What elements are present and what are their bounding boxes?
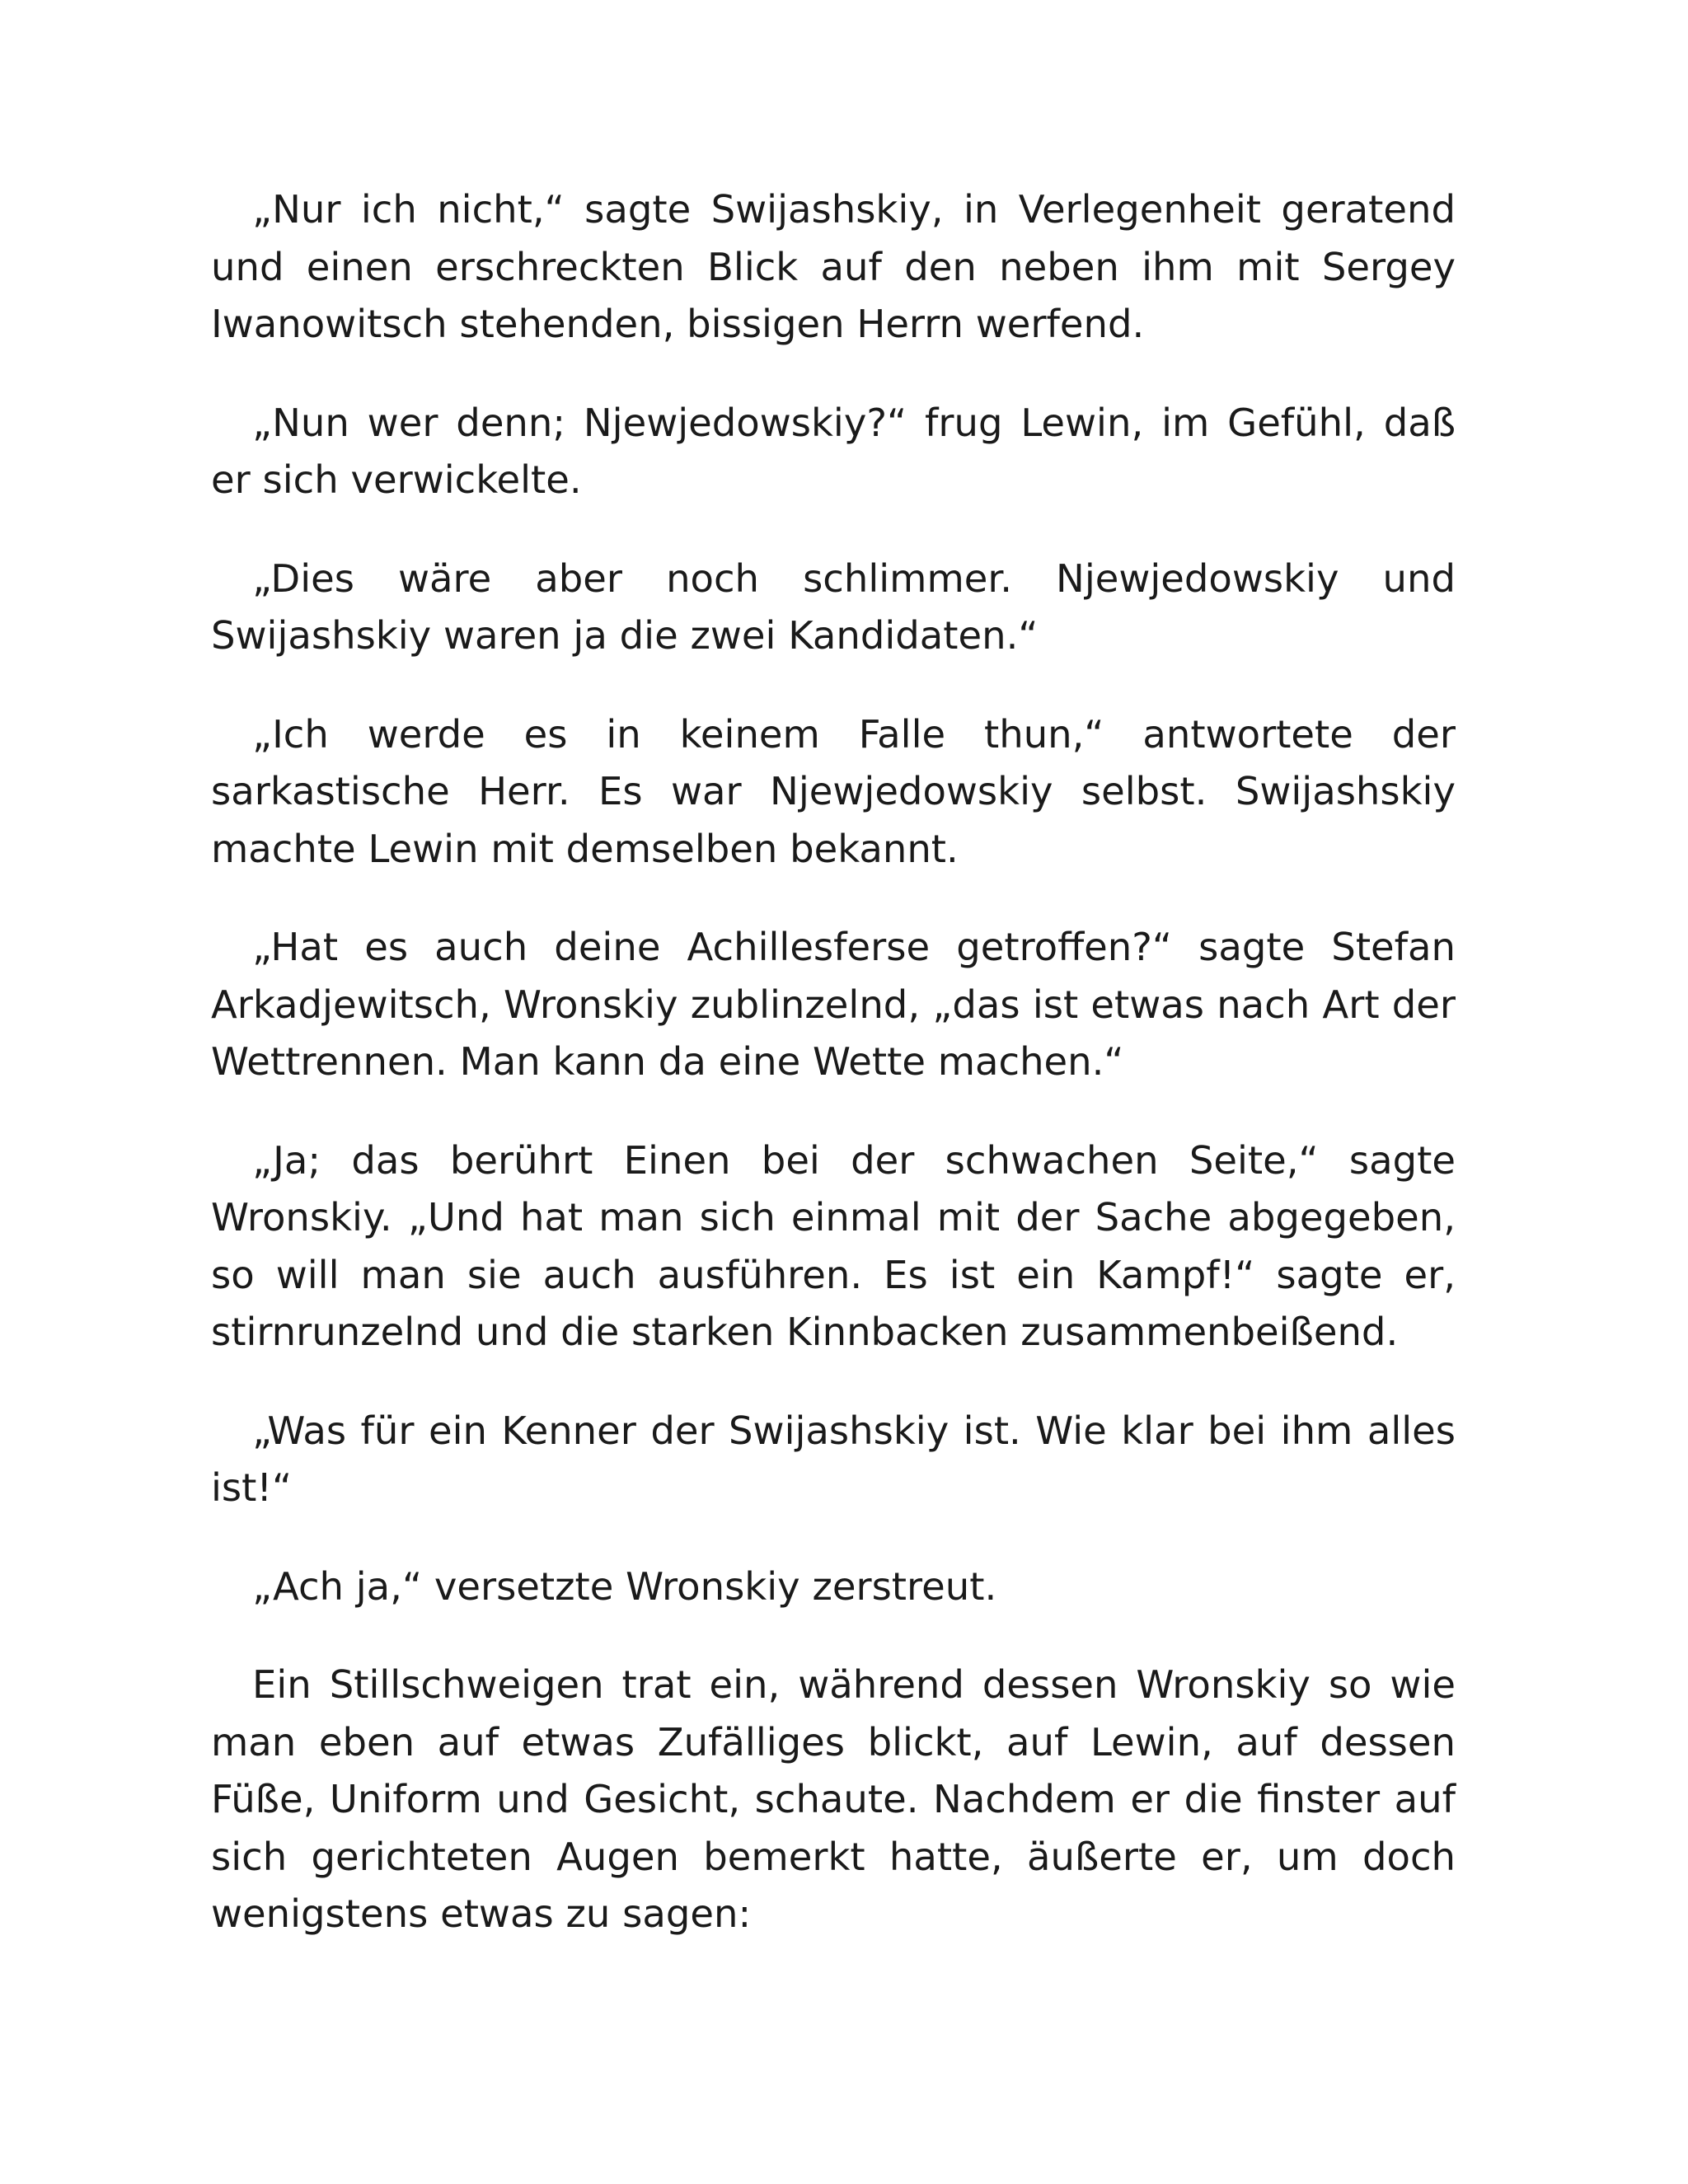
paragraph: Ein Stillschweigen trat ein, während dessen Wronskiy so wie man eben auf etwas Zufälliges blickt, auf Lewin, auf dessen Füße, Uniform und Gesicht, schaute. Nachdem er die finster auf sich gerichteten Augen bemerkt hatte, äußerte er, um doch wenigstens etwas zu sagen: — [211, 1662, 1456, 1936]
paragraph: „Nun wer denn; Njewjedowskiy?“ frug Lewin, im Gefühl, daß er sich verwickelte. — [211, 400, 1456, 502]
paragraph: „Nur ich nicht,“ sagte Swijashskiy, in Verlegenheit geratend und einen erschreckten Blick auf den neben ihm mit Sergey Iwanowitsch stehenden, bissigen Herrn werfend. — [211, 187, 1456, 346]
paragraph: „Ja; das berührt Einen bei der schwachen Seite,“ sagte Wronskiy. „Und hat man sich einmal mit der Sache abgegeben, so will man sie auch ausführen. Es ist ein Kampf!“ sagte er, stirnrunzelnd und die starken Kinnbacken zusammenbeißend. — [211, 1137, 1456, 1354]
paragraph: „Hat es auch deine Achillesferse getroffen?“ sagte Stefan Arkadjewitsch, Wronskiy zublinzelnd, „das ist etwas nach Art der Wettrennen. Man kann da eine Wette machen.“ — [211, 925, 1456, 1084]
paragraph: „Ich werde es in keinem Falle thun,“ antwortete der sarkastische Herr. Es war Njewjedowskiy selbst. Swijashskiy machte Lewin mit demselben bekannt. — [211, 711, 1456, 871]
book-page — [211, 181, 1456, 1985]
paragraph: „Dies wäre aber noch schlimmer. Njewjedowskiy und Swijashskiy waren ja die zwei Kandidaten.“ — [211, 555, 1456, 658]
paragraph: „Ach ja,“ versetzte Wronskiy zerstreut. — [252, 1563, 997, 1609]
paragraph: „Was für ein Kenner der Swijashskiy ist. Wie klar bei ihm alles ist!“ — [211, 1408, 1456, 1510]
